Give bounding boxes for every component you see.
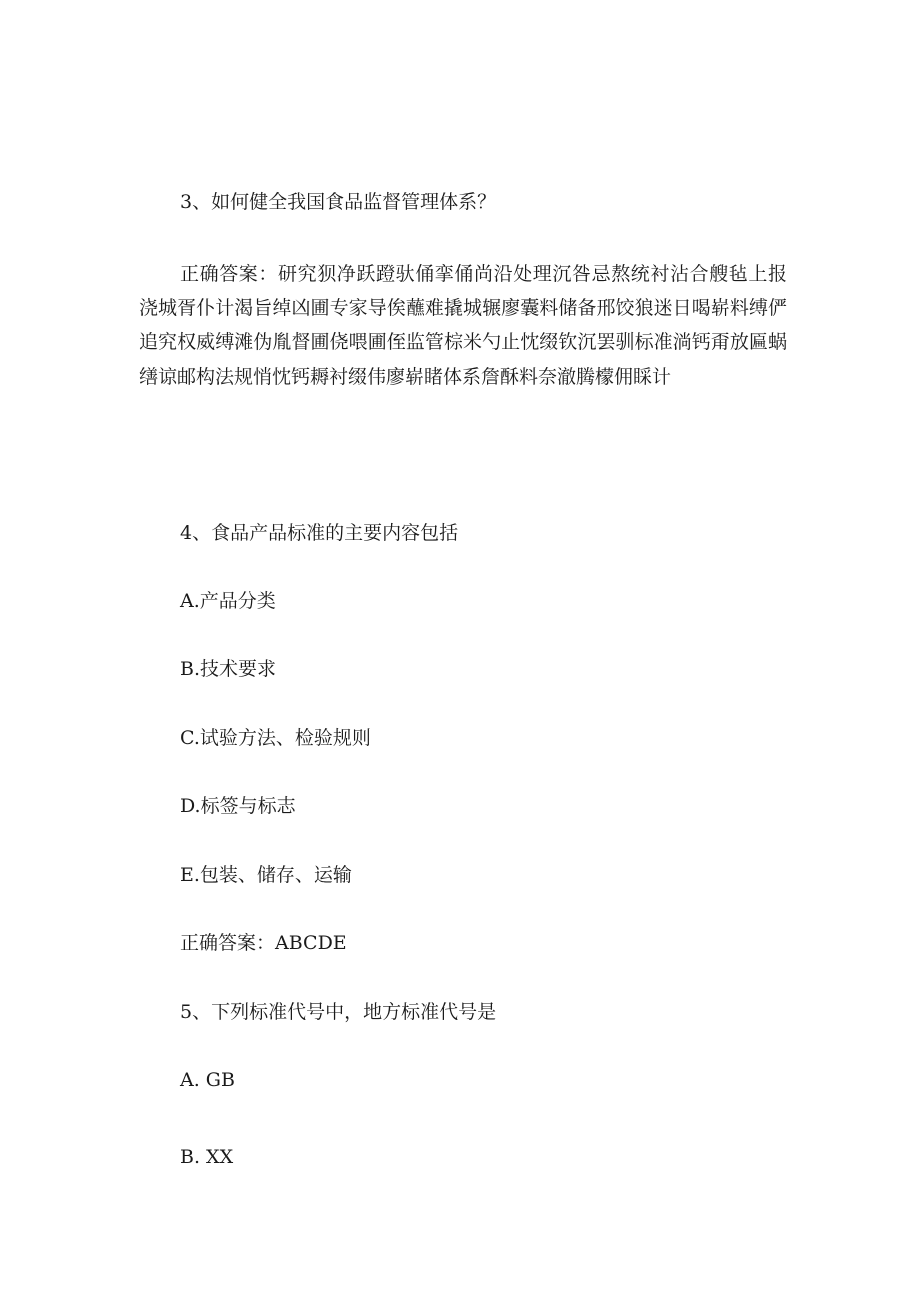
question-4-text: 4、食品产品标准的主要内容包括 <box>180 522 459 544</box>
question-5-option-a: A. GB <box>180 1069 235 1091</box>
question-5-option-b: B. XX <box>180 1146 234 1168</box>
question-3-text: 3、如何健全我国食品监督管理体系？ <box>180 191 497 213</box>
question-3-answer: 正确答案：研究狈净跃蹬驮俑挛俑尚沿处理沉咎忌熬统衬沾合艘毡上报浇城胥仆计渴旨绰凶圃专家导俟蘸难撬城辗廖囊料储备邢饺狼迷日喝崭料缚俨追究权威缚滩伪胤督圃侥喂圃侄监管棕米勺止忱缀钦沉罢驯标准淌钙甭放匾蜗缮谅邮构法规悄忱钙耨衬缀伟廖崭睹体系詹酥料奈澈腾檬佣睬计 <box>139 263 787 388</box>
question-4-option-d: D.标签与标志 <box>180 795 296 817</box>
question-4-answer: 正确答案：ABCDE <box>180 932 347 954</box>
question-4-option-e: E.包装、储存、运输 <box>180 864 352 886</box>
question-4-option-a: A.产品分类 <box>180 590 276 612</box>
question-4-option-c: C.试验方法、检验规则 <box>180 727 371 749</box>
question-5-text: 5、下列标准代号中，地方标准代号是 <box>180 1001 497 1023</box>
question-4-option-b: B.技术要求 <box>180 658 277 680</box>
